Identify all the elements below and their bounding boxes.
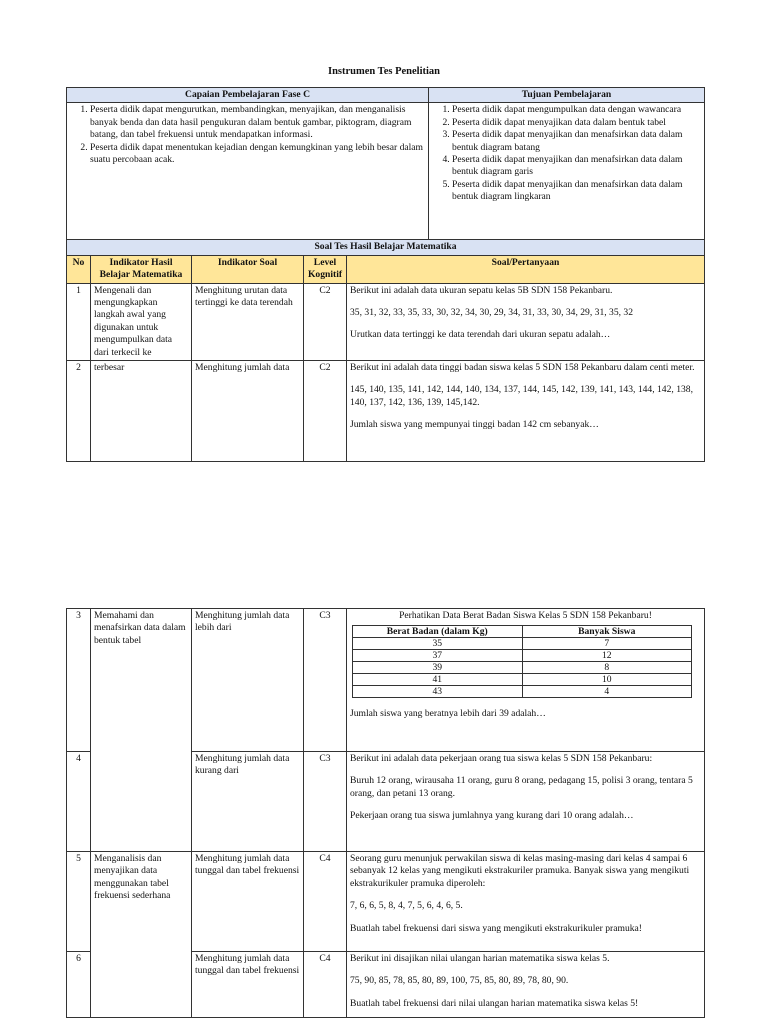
soal-text: Perhatikan Data Berat Badan Siswa Kelas 5 SDN 158 Pekanbaru!	[399, 610, 652, 621]
indikator-soal-cell: Menghitung jumlah data lebih dari	[192, 609, 304, 752]
soal-cell	[347, 752, 705, 852]
instrument-table-top	[66, 87, 705, 462]
soal-text: Berikut ini adalah data tinggi badan siswa kelas 5 SDN 158 Pekanbaru dalam centi meter.	[350, 362, 695, 374]
table-cell: 7	[522, 638, 692, 650]
indikator-soal-cell: Menghitung urutan data tertinggi ke data terendah	[192, 283, 304, 360]
instrument-table-bottom	[66, 608, 705, 1018]
berat-badan-table	[352, 625, 692, 698]
table-cell: 12	[522, 650, 692, 662]
indikator-soal-cell: Menghitung jumlah data tunggal dan tabel frekuensi	[192, 952, 304, 1018]
level-cell: C3	[304, 752, 347, 852]
soal-data: Buruh 12 orang, wirausaha 11 orang, guru 8 orang, pedagang 15, polisi 3 orang, tentara 5 orang, dan petani 13 orang.	[350, 775, 693, 799]
tp-list	[432, 104, 701, 203]
soal-question: Buatlah tabel frekuensi dari siswa yang mengikuti ekstrakurikuler pramuka!	[350, 922, 642, 934]
indikator-hasil-cell: Mengenali dan mengungkapkan langkah awal yang digunakan untuk mengumpulkan data dari terkecil ke	[91, 283, 192, 360]
col-header-level: Level Kognitif	[304, 255, 347, 283]
tp-item: 1. Peserta didik dapat mengumpulkan data dengan wawancara	[452, 104, 701, 116]
table-cell: 43	[353, 686, 523, 698]
indikator-hasil-cell: Memahami dan menafsirkan data dalam bentuk tabel	[91, 609, 192, 852]
indikator-soal-cell: Menghitung jumlah data kurang dari	[192, 752, 304, 852]
page-title: Instrumen Tes Penelitian	[327, 66, 440, 77]
col-header-soal: Soal/Pertanyaan	[347, 255, 705, 283]
indikator-soal-cell: Menghitung jumlah data tunggal dan tabel frekuensi	[192, 852, 304, 952]
soal-question: Jumlah siswa yang mempunyai tinggi badan 142 cm sebanyak…	[350, 419, 599, 431]
tp-header: Tujuan Pembelajaran	[429, 88, 705, 103]
row-number: 6	[67, 952, 91, 1018]
col-header-indikator-hasil: Indikator Hasil Belajar Matematika	[91, 255, 192, 283]
tp-item: 5. Peserta didik dapat menyajikan dan menafsirkan data dalam bentuk diagram lingkaran	[452, 179, 701, 204]
row-number: 5	[67, 852, 91, 952]
soal-section-header: Soal Tes Hasil Belajar Matematika	[67, 240, 705, 255]
level-cell: C2	[304, 361, 347, 462]
soal-text: Berikut ini disajikan nilai ulangan harian matematika siswa kelas 5.	[350, 953, 610, 964]
soal-cell	[347, 952, 705, 1018]
cp-item: 1. Peserta didik dapat mengurutkan, membandingkan, menyajikan, dan menganalisis banyak benda dan data hasil pengukuran dalam bentuk gambar, piktogram, diagram batang, dan tabel frekuensi untuk mendapatkan informasi.	[90, 104, 425, 141]
tp-item: 3. Peserta didik dapat menyajikan dan menafsirkan data dalam bentuk diagram batang	[452, 129, 701, 154]
soal-data: 75, 90, 85, 78, 85, 80, 89, 100, 75, 85, 80, 89, 78, 80, 90.	[350, 975, 569, 987]
cp-content	[67, 103, 429, 240]
table-cell: 4	[522, 686, 692, 698]
tp-item: 2. Peserta didik dapat menyajikan data dalam bentuk tabel	[452, 117, 701, 129]
soal-data: 145, 140, 135, 141, 142, 144, 140, 134, 137, 144, 145, 142, 139, 141, 143, 144, 142, 138, 140, 137, 142, 136, 139, 145,142.	[350, 384, 693, 408]
soal-cell	[347, 283, 705, 360]
indikator-soal-cell: Menghitung jumlah data	[192, 361, 304, 462]
row-number: 3	[67, 609, 91, 752]
soal-text: Berikut ini adalah data ukuran sepatu kelas 5B SDN 158 Pekanbaru.	[350, 284, 613, 296]
table-cell: 8	[522, 662, 692, 674]
row-number: 4	[67, 752, 91, 852]
soal-question: Urutkan data tertinggi ke data terendah dari ukuran sepatu adalah…	[350, 329, 611, 341]
soal-text: Seorang guru menunjuk perwakilan siswa di kelas masing-masing dari kelas 4 sampai 6 sebanyak 12 kelas yang mengikuti ekstrakuriler pramuka. Banyak siswa yang mengikuti ekstrakurikuler pramuka diperoleh:	[350, 853, 690, 889]
table-cell: 39	[353, 662, 523, 674]
banyak-siswa-header: Banyak Siswa	[522, 626, 692, 638]
berat-badan-header: Berat Badan (dalam Kg)	[353, 626, 523, 638]
soal-cell	[347, 852, 705, 952]
soal-question: Buatlah tabel frekuensi dari nilai ulangan harian matematika siswa kelas 5!	[350, 997, 639, 1009]
level-cell: C4	[304, 852, 347, 952]
indikator-hasil-cell: terbesar	[91, 361, 192, 462]
cp-list	[70, 104, 425, 166]
cp-header: Capaian Pembelajaran Fase C	[67, 88, 429, 103]
table-cell: 41	[353, 674, 523, 686]
tp-content	[429, 103, 705, 240]
cp-item: 2. Peserta didik dapat menentukan kejadian dengan kemungkinan yang lebih besar dalam suatu percobaan acak.	[90, 142, 425, 167]
table-cell: 35	[353, 638, 523, 650]
row-number: 1	[67, 283, 91, 360]
level-cell: C2	[304, 283, 347, 360]
table-cell: 37	[353, 650, 523, 662]
level-cell: C3	[304, 609, 347, 752]
soal-question: Pekerjaan orang tua siswa jumlahnya yang kurang dari 10 orang adalah…	[350, 810, 634, 822]
soal-text: Berikut ini adalah data pekerjaan orang tua siswa kelas 5 SDN 158 Pekanbaru:	[350, 753, 653, 764]
soal-data: 35, 31, 32, 33, 35, 33, 30, 32, 34, 30, 29, 34, 31, 33, 30, 34, 29, 31, 35, 32	[350, 307, 634, 319]
row-number: 2	[67, 361, 91, 462]
tp-item: 4. Peserta didik dapat menyajikan dan menafsirkan data dalam bentuk diagram garis	[452, 154, 701, 179]
level-cell: C4	[304, 952, 347, 1018]
soal-data: 7, 6, 6, 5, 8, 4, 7, 5, 6, 4, 6, 5.	[350, 900, 463, 912]
soal-cell	[347, 361, 705, 462]
soal-question: Jumlah siswa yang beratnya lebih dari 39 adalah…	[350, 708, 546, 720]
col-header-no: No	[67, 255, 91, 283]
table-cell: 10	[522, 674, 692, 686]
soal-cell	[347, 609, 705, 752]
col-header-indikator-soal: Indikator Soal	[192, 255, 304, 283]
indikator-hasil-cell: Menganalisis dan menyajikan data menggunakan tabel frekuensi sederhana	[91, 852, 192, 1018]
